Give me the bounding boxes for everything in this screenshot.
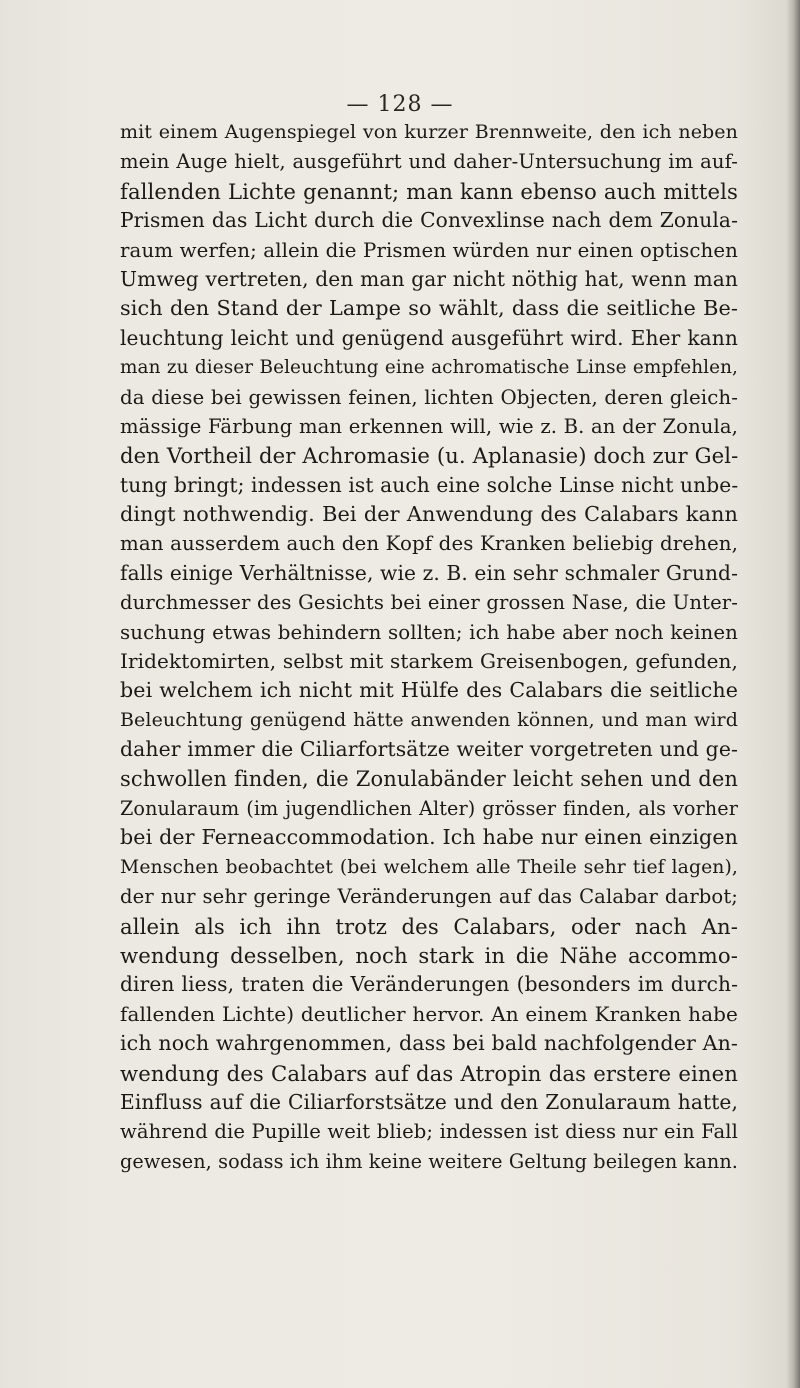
text-line: mit einem Augenspiegel von kurzer Brennweite, den ich neben — [120, 121, 738, 143]
text-line: fallenden Lichte genannt; man kann ebenso auch mittels — [120, 178, 738, 204]
text-line: während die Pupille weit blieb; indessen ist diess nur ein Fall — [120, 1120, 738, 1144]
text-line: Menschen beobachtet (bei welchem alle Theile sehr tief lagen), — [120, 856, 738, 878]
text-line: mässige Färbung man erkennen will, wie z. B. an der Zonula, — [120, 414, 738, 438]
text-line: da diese bei gewissen feinen, lichten Objecten, deren gleich- — [120, 385, 738, 409]
text-line: wendung des Calabars auf das Atropin das erstere einen — [120, 1060, 738, 1086]
text-line-last: gewesen, sodass ich ihm keine weitere Geltung beilegen kann. — [120, 1149, 738, 1173]
text-line: bei welchem ich nicht mit Hülfe des Calabars die seitliche — [120, 678, 738, 703]
text-line: Iridektomirten, selbst mit starkem Greisenbogen, gefunden, — [120, 649, 738, 674]
text-line: wendung desselben, noch stark in die Nähe accommo- — [120, 942, 738, 968]
text-line: Zonularaum (im jugendlichen Alter) grösser finden, als vorher — [120, 796, 738, 820]
text-line: Umweg vertreten, den man gar nicht nöthig hat, wenn man — [120, 266, 738, 291]
text-line: Prismen das Licht durch die Convexlinse nach dem Zonula- — [120, 208, 738, 233]
text-line: fallenden Lichte) deutlicher hervor. An einem Kranken habe — [120, 1001, 738, 1026]
text-line: diren liess, traten die Veränderungen (besonders im durch- — [120, 972, 738, 997]
text-line: allein als ich ihn trotz des Calabars, oder nach An- — [120, 913, 738, 939]
text-line: Einfluss auf die Ciliarforstsätze und den Zonularaum hatte, — [120, 1089, 738, 1114]
text-line: Beleuchtung genügend hätte anwenden können, und man wird — [120, 708, 738, 731]
page-number: — 128 — — [346, 92, 454, 117]
text-line: raum werfen; allein die Prismen würden nur einen optischen — [120, 238, 738, 262]
text-line: tung bringt; indessen ist auch eine solche Linse nicht unbe- — [120, 472, 739, 497]
body-text — [120, 118, 738, 1176]
text-line: falls einige Verhältnisse, wie z. B. ein sehr schmaler Grund- — [120, 560, 738, 585]
text-line: man ausserdem auch den Kopf des Kranken beliebig drehen, — [120, 532, 738, 556]
text-line: durchmesser des Gesichts bei einer grossen Nase, die Unter- — [120, 591, 738, 615]
text-line: mein Auge hielt, ausgeführt und daher-Untersuchung im auf- — [120, 150, 738, 174]
text-line: suchung etwas behindern sollten; ich habe aber noch keinen — [120, 620, 738, 644]
page-binding-edge — [786, 0, 800, 1388]
text-line: schwollen finden, die Zonulabänder leicht sehen und den — [120, 766, 738, 791]
text-line: ich noch wahrgenommen, dass bei bald nachfolgender An- — [120, 1031, 738, 1056]
text-line: bei der Ferneaccommodation. Ich habe nur einen einzigen — [120, 825, 738, 850]
text-line: man zu dieser Beleuchtung eine achromatische Linse empfehlen, — [120, 357, 738, 379]
text-line: leuchtung leicht und genügend ausgeführt wird. Eher kann — [120, 325, 738, 350]
text-line: den Vortheil der Achromasie (u. Aplanasie) doch zur Gel- — [120, 443, 739, 469]
text-line: dingt nothwendig. Bei der Anwendung des Calabars kann — [120, 502, 738, 527]
text-line: der nur sehr geringe Veränderungen auf das Calabar darbot; — [120, 885, 738, 909]
text-line: daher immer die Ciliarfortsätze weiter vorgetreten und ge- — [120, 737, 738, 762]
text-line: sich den Stand der Lampe so wählt, dass die seitliche Be- — [120, 296, 738, 321]
